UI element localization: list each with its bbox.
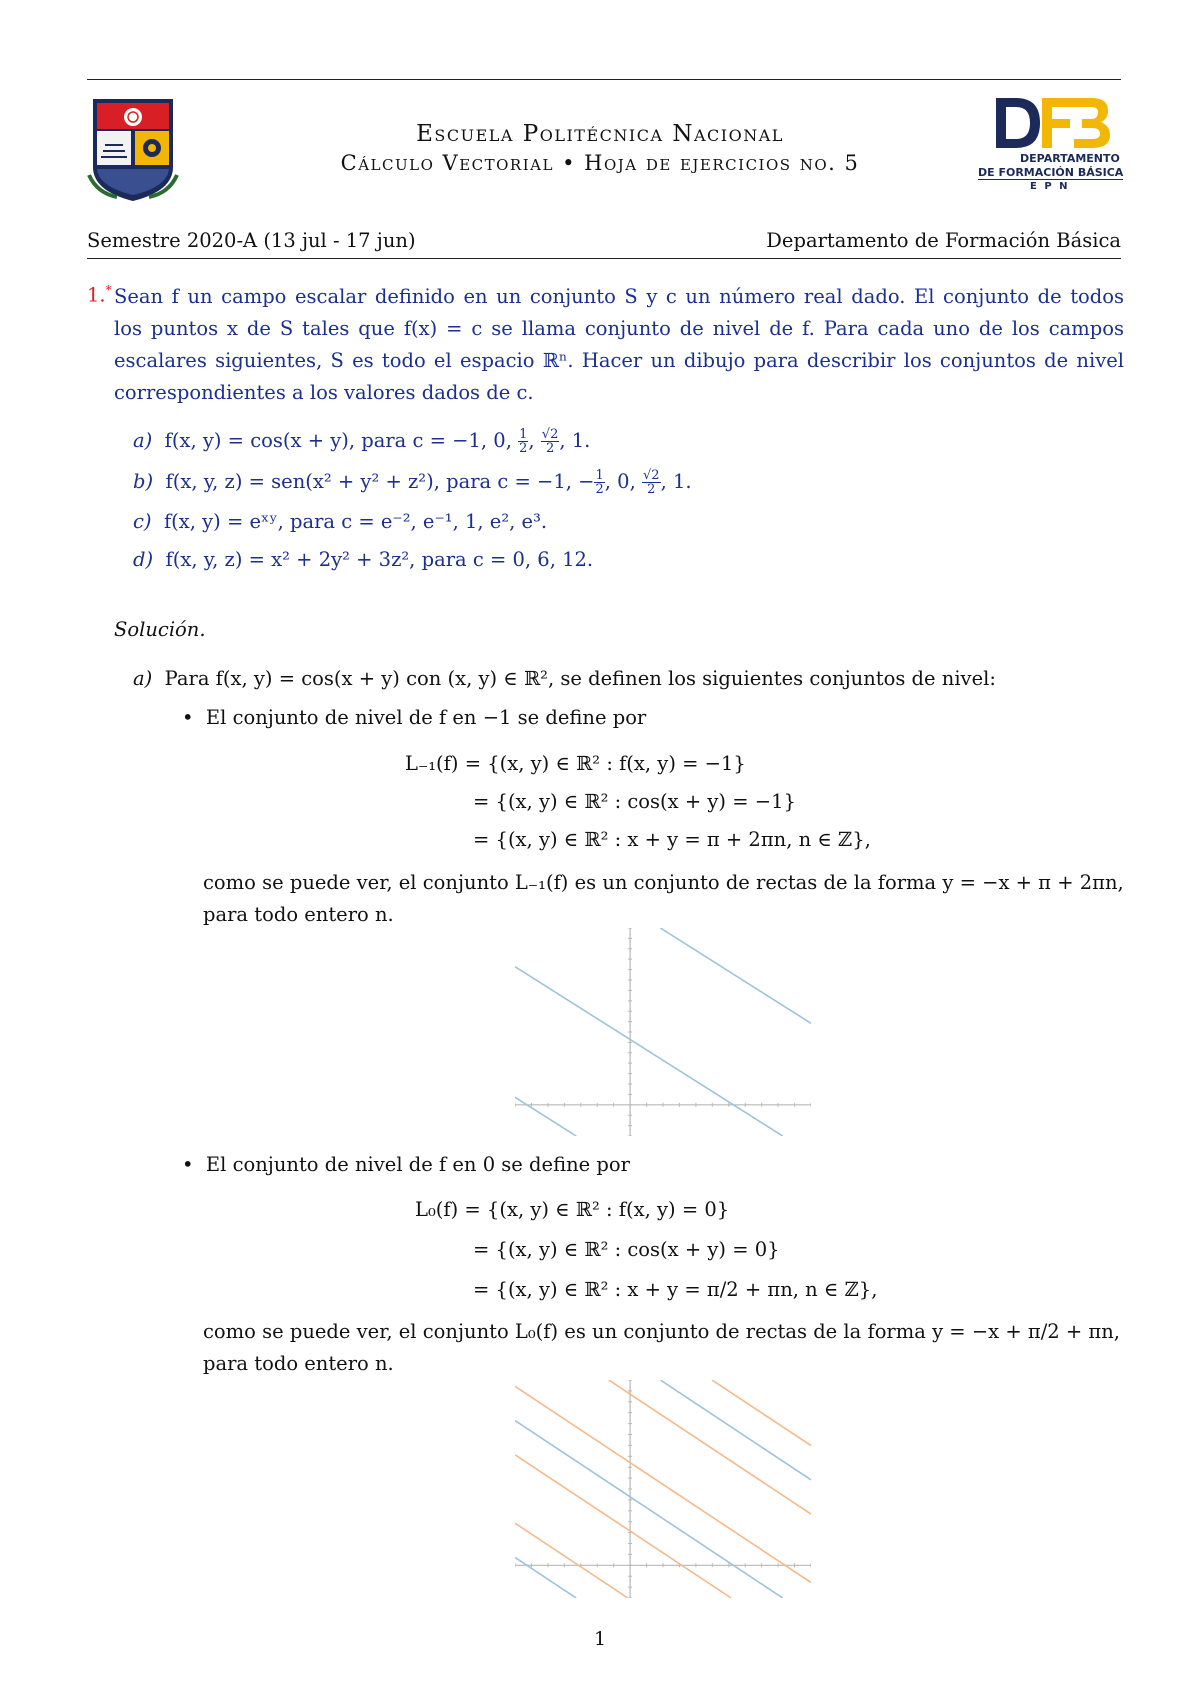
item-tail: , 1. bbox=[559, 429, 591, 452]
level-line-zero bbox=[515, 1455, 731, 1598]
exercise-marker: * bbox=[105, 283, 112, 297]
statement-line: correspondientes a los valores dados de c. bbox=[114, 381, 534, 404]
item-label: b) bbox=[133, 470, 154, 493]
page-number: 1 bbox=[593, 1628, 607, 1650]
dfb-line3: E P N bbox=[1030, 181, 1070, 192]
fraction-half bbox=[518, 428, 528, 455]
equation-line: = {(x, y) ∈ ℝ² : cos(x + y) = −1} bbox=[473, 790, 796, 813]
intro-label: a) bbox=[133, 667, 153, 690]
level-line-minus-one bbox=[515, 1097, 576, 1136]
institution-title: Escuela Politécnica Nacional bbox=[416, 121, 784, 147]
bullet-text: El conjunto de nivel de f en 0 se define por bbox=[205, 1153, 630, 1176]
remark-line: como se puede ver, el conjunto L₀(f) es un conjunto de rectas de la forma y = −x + π/2 + πn, bbox=[203, 1320, 1120, 1343]
item-label: d) bbox=[133, 548, 154, 571]
level-set-plot-zero bbox=[515, 1380, 811, 1598]
header-bottom-rule bbox=[87, 258, 1121, 259]
item-text: f(x, y) = eˣʸ, para c = e⁻², e⁻¹, 1, e², e³. bbox=[163, 510, 548, 533]
dfb-logo bbox=[970, 92, 1126, 202]
epn-logo bbox=[87, 95, 179, 205]
exercise-number-text: 1. bbox=[87, 283, 106, 307]
statement-line: Sean f un campo escalar definido en un conjunto S y c un número real dado. El conjunto de todos bbox=[114, 285, 1124, 308]
equation-line: L₀(f) = {(x, y) ∈ ℝ² : f(x, y) = 0} bbox=[415, 1198, 730, 1221]
equation-line: L₋₁(f) = {(x, y) ∈ ℝ² : f(x, y) = −1} bbox=[405, 752, 746, 775]
bullet-icon: • bbox=[182, 1153, 194, 1176]
fraction-root2 bbox=[541, 428, 560, 455]
item-tail: , 1. bbox=[660, 470, 692, 493]
frac-num: 1 bbox=[595, 468, 604, 483]
item-text: f(x, y) = cos(x + y), para c = −1, 0, bbox=[164, 429, 519, 452]
bullet-case-2 bbox=[182, 1153, 630, 1176]
equation-line: = {(x, y) ∈ ℝ² : x + y = π/2 + πn, n ∈ ℤ}, bbox=[473, 1278, 878, 1301]
bullet-icon: • bbox=[182, 706, 194, 729]
remark-case-2 bbox=[203, 1316, 1125, 1380]
exercise-item-c bbox=[133, 510, 547, 533]
level-line-zero bbox=[712, 1380, 811, 1446]
exercise-item-b: b) f(x, y, z) = sen(x² + y² + z²), para c = −1, − $\frac{1}{2}$ , 0, $\frac{√2}{2}$ , 1. bbox=[133, 468, 692, 497]
statement-line: los puntos x de S tales que f(x) = c se llama conjunto de nivel de f. Para cada uno de los campos bbox=[114, 317, 1124, 340]
remark-line: para todo entero n. bbox=[203, 903, 394, 926]
level-line-zero bbox=[609, 1380, 811, 1514]
equation-line: = {(x, y) ∈ ℝ² : x + y = π + 2πn, n ∈ ℤ}, bbox=[473, 828, 871, 851]
statement-line: escalares siguientes, S es todo el espacio ℝⁿ. Hacer un dibujo para describir los conjuntos de nivel bbox=[114, 349, 1124, 372]
remark-line: como se puede ver, el conjunto L₋₁(f) es un conjunto de rectas de la forma y = −x + π + 2πn, bbox=[203, 871, 1124, 894]
exercise-number bbox=[87, 283, 112, 307]
exercise-statement bbox=[114, 281, 1124, 409]
sheet-subtitle: Cálculo Vectorial • Hoja de ejercicios no. 5 bbox=[340, 151, 860, 175]
dfb-line1: DEPARTAMENTO bbox=[1020, 152, 1120, 165]
frac-den: 2 bbox=[595, 482, 604, 497]
level-line-minus-one bbox=[660, 928, 811, 1023]
level-set-plot-minus-one bbox=[515, 928, 811, 1136]
top-rule bbox=[87, 79, 1121, 80]
frac-den: 2 bbox=[545, 441, 555, 456]
dfb-letters-icon bbox=[970, 92, 1120, 154]
level-line-minus-one bbox=[515, 967, 783, 1136]
dfb-line2: DE FORMACIÓN BÁSICA bbox=[978, 166, 1124, 179]
intro-text: Para f(x, y) = cos(x + y) con (x, y) ∈ ℝ², se definen los siguientes conjuntos de nivel: bbox=[164, 667, 996, 690]
remark-case-1 bbox=[203, 867, 1125, 931]
frac-den: 2 bbox=[647, 482, 656, 497]
bullet-text: El conjunto de nivel de f en −1 se define por bbox=[205, 706, 647, 729]
frac-num: √2 bbox=[643, 468, 660, 483]
solution-title: Solución. bbox=[114, 618, 206, 641]
level-line-minus-one bbox=[515, 1421, 783, 1598]
exercise-item-d bbox=[133, 548, 593, 571]
frac-num: √2 bbox=[541, 427, 559, 442]
equation-line: = {(x, y) ∈ ℝ² : cos(x + y) = 0} bbox=[473, 1238, 780, 1261]
frac-num: 1 bbox=[519, 427, 528, 442]
item-text: f(x, y, z) = sen(x² + y² + z²), para c = −1, − bbox=[165, 470, 595, 493]
solution-intro bbox=[133, 667, 996, 690]
fraction-half bbox=[594, 469, 604, 496]
frac-den: 2 bbox=[519, 441, 528, 456]
zero-value: 0 bbox=[617, 470, 630, 493]
level-line-minus-one bbox=[515, 1557, 576, 1598]
level-line-zero bbox=[515, 1523, 628, 1598]
fraction-root2 bbox=[642, 469, 661, 496]
item-text: f(x, y, z) = x² + 2y² + 3z², para c = 0, 6, 12. bbox=[165, 548, 594, 571]
exercise-item-a: a) f(x, y) = cos(x + y), para c = −1, 0, $\frac{1}{2}$ , $\frac{√2}{2}$ , 1. bbox=[133, 427, 591, 456]
bullet-case-1 bbox=[182, 706, 646, 729]
department-label: Departamento de Formación Básica bbox=[766, 229, 1121, 252]
remark-line: para todo entero n. bbox=[203, 1352, 394, 1375]
item-label: a) bbox=[133, 429, 153, 452]
semester-label: Semestre 2020-A (13 jul - 17 jun) bbox=[87, 229, 416, 252]
item-label: c) bbox=[133, 510, 152, 533]
